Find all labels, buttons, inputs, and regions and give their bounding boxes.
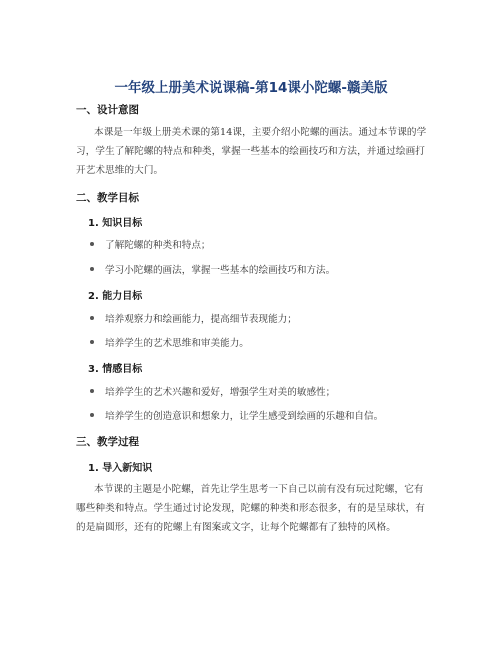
list-item-text: 学习小陀螺的画法，掌握一些基本的绘画技巧和方法。 — [105, 265, 336, 276]
list-item — [90, 384, 335, 398]
list-item-text: 培养学生的艺术兴趣和爱好，增强学生对美的敏感性； — [105, 387, 336, 398]
subheading-ability-goals: 2. 能力目标 — [88, 291, 143, 302]
list-item — [90, 335, 249, 349]
list-item-text: 了解陀螺的种类和特点； — [105, 240, 211, 251]
list-item-text: 培养观察力和绘画能力，提高细节表现能力； — [105, 314, 297, 325]
list-item — [90, 237, 211, 251]
bullet-icon — [90, 413, 94, 417]
list-item-text: 培养学生的创造意识和想象力，让学生感受到绘画的乐趣和自信。 — [105, 411, 384, 422]
list-item — [90, 408, 383, 422]
section-heading-teaching-process: 三、教学过程 — [76, 436, 139, 448]
subheading-emotion-goals: 3. 情感目标 — [88, 364, 143, 375]
bullet-icon — [90, 389, 94, 393]
list-item — [90, 262, 335, 276]
list-item — [90, 311, 297, 325]
bullet-icon — [90, 267, 94, 271]
list-item-text: 培养学生的艺术思维和审美能力。 — [105, 338, 249, 349]
subheading-knowledge-goals: 1. 知识目标 — [88, 218, 143, 229]
section-heading-design-intent: 一、设计意图 — [76, 104, 139, 116]
bullet-icon — [90, 242, 94, 246]
document-title: 一年级上册美术说课稿-第14课小陀螺-赣美版 — [114, 80, 388, 96]
bullet-icon — [90, 316, 94, 320]
bullet-icon — [90, 340, 94, 344]
section-heading-teaching-goals: 二、教学目标 — [76, 192, 139, 204]
intro-paragraph: 本节课的主题是小陀螺，首先让学生思考一下自己以前有没有玩过陀螺，它有哪些种类和特点。学生通过讨论发现，陀螺的种类和形态很多，有的是呈球状，有的是扁圆形，还有的陀螺上有图案或文字，让每个陀螺都有了独特的风格。 — [76, 484, 425, 533]
subheading-introduce-new-knowledge: 1. 导入新知识 — [88, 463, 153, 474]
design-intent-paragraph: 本课是一年级上册美术课的第14课，主要介绍小陀螺的画法。通过本节课的学习，学生了解陀螺的特点和种类，掌握一些基本的绘画技巧和方法，并通过绘画打开艺术思维的大门。 — [76, 127, 427, 176]
